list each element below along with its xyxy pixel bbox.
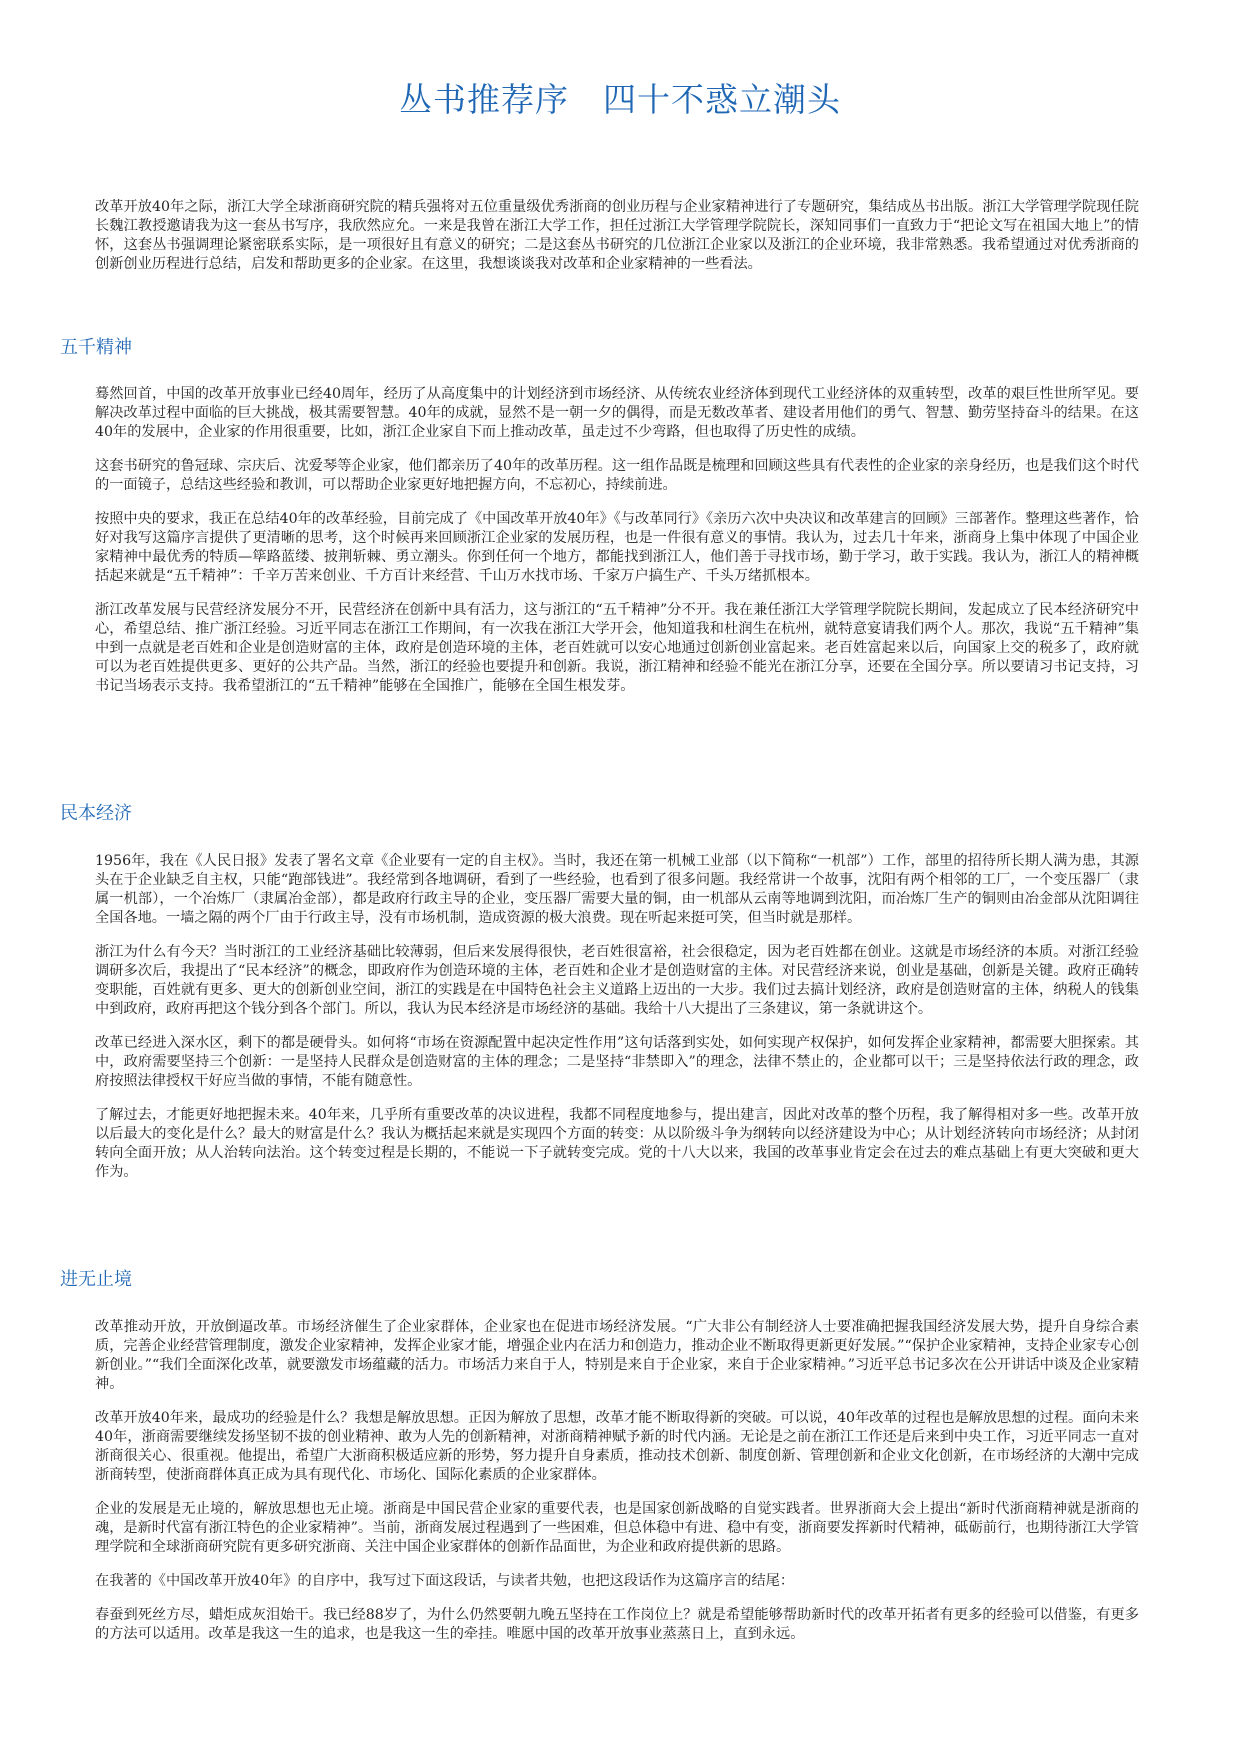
paragraph: 浙江为什么有今天？当时浙江的工业经济基础比较薄弱，但后来发展得很快，老百姓很富裕，社会很稳定，因为老百姓都在创业。这就是市场经济的本质。对浙江经验调研多次后，我提出了“民本经济”的概念，即政府作为创造环境的主体，老百姓和企业才是创造财富的主体。对民营经济来说，创业是基础，创新是关键。政府正确转变职能，百姓就有更多、更大的创新创业空间，浙江的实践是在中国特色社会主义道路上迈出的一大步。我们过去搞计划经济，政府是创造财富的主体，纳税人的钱集中到政府，政府再把这个钱分到各个部门。所以，我认为民本经济是市场经济的基础。我给十八大提出了三条建议，第一条就讲这个。 [95, 944, 1139, 1017]
paragraph: 按照中央的要求，我正在总结40年的改革经验，目前完成了《中国改革开放40年》《与改革同行》《亲历六次中央决议和改革建言的回顾》三部著作。整理这些著作，恰好对我写这篇序言提供了更清晰的思考，这个时候再来回顾浙江企业家的发展历程，也是一件很有意义的事情。我认为，过去几十年来，浙商身上集中体现了中国企业家精神中最优秀的特质—筚路蓝缕、披荆斩棘、勇立潮头。你到任何一个地方，都能找到浙江人，他们善于寻找市场，勤于学习，敢于实践。我认为，浙江人的精神概括起来就是“五千精神”：千辛万苦来创业、千方百计来经营、千山万水找市场、千家万户搞生产、千头万绪抓根本。 [95, 511, 1139, 584]
section-body-jinwu [95, 1318, 1139, 1659]
paragraph: 改革推动开放，开放倒逼改革。市场经济催生了企业家群体，企业家也在促进市场经济发展。“广大非公有制经济人士要准确把握我国经济发展大势，提升自身综合素质，完善企业经营管理制度，激发企业家精神，发挥企业家才能，增强企业内在活力和创造力，推动企业不断取得更新更好发展。”“保护企业家精神，支持企业家专心创新创业。”“我们全面深化改革，就要激发市场蕴藏的活力。市场活力来自于人，特别是来自于企业家，来自于企业家精神。”习近平总书记多次在公开讲话中谈及企业家精神。 [95, 1319, 1139, 1392]
paragraph: 企业的发展是无止境的，解放思想也无止境。浙商是中国民营企业家的重要代表，也是国家创新战略的自觉实践者。世界浙商大会上提出“新时代浙商精神就是浙商的魂，是新时代富有浙江特色的企业家精神”。当前，浙商发展过程遇到了一些困难，但总体稳中有进、稳中有变，浙商要发挥新时代精神，砥砺前行，也期待浙江大学管理学院和全球浙商研究院有更多研究浙商、关注中国企业家群体的创新作品面世，为企业和政府提供新的思路。 [95, 1501, 1139, 1555]
intro-paragraph: 改革开放40年之际，浙江大学全球浙商研究院的精兵强将对五位重量级优秀浙商的创业历程与企业家精神进行了专题研究，集结成丛书出版。浙江大学管理学院现任院长魏江教授邀请我为这一套丛书写序，我欣然应允。一来是我曾在浙江大学工作，担任过浙江大学管理学院院长，深知同事们一直致力于“把论文写在祖国大地上”的情怀，这套丛书强调理论紧密联系实际，是一项很好且有意义的研究；二是这套丛书研究的几位浙江企业家以及浙江的企业环境，我非常熟悉。我希望通过对优秀浙商的创新创业历程进行总结，启发和帮助更多的企业家。在这里，我想谈谈我对改革和企业家精神的一些看法。 [95, 199, 1139, 272]
paragraph: 蓦然回首，中国的改革开放事业已经40周年，经历了从高度集中的计划经济到市场经济、从传统农业经济体到现代工业经济体的双重转型，改革的艰巨性世所罕见。要解决改革过程中面临的巨大挑战，极其需要智慧。40年的成就，显然不是一朝一夕的偶得，而是无数改革者、建设者用他们的勇气、智慧、勤劳坚持奋斗的结果。在这40年的发展中，企业家的作用很重要，比如，浙江企业家自下而上推动改革，虽走过不少弯路，但也取得了历史性的成绩。 [95, 386, 1139, 440]
intro-block [95, 198, 1139, 289]
title-part-2: 四十不惑立潮头 [603, 80, 841, 119]
title-part-1: 丛书推荐序 [399, 80, 569, 119]
section-body-minben [95, 852, 1139, 1197]
paragraph: 浙江改革发展与民营经济发展分不开，民营经济在创新中具有活力，这与浙江的“五千精神”分不开。我在兼任浙江大学管理学院院长期间，发起成立了民本经济研究中心，希望总结、推广浙江经验。习近平同志在浙江工作期间，有一次我在浙江大学开会，他知道我和杜润生在杭州，就特意宴请我们两个人。那次，我说“五千精神”集中到一点就是老百姓和企业是创造财富的主体，政府是创造环境的主体，老百姓就可以安心地通过创新创业富起来。老百姓富起来以后，向国家上交的税多了，政府就可以为老百姓提供更多、更好的公共产品。当然，浙江的经验也要提升和创新。我说，浙江精神和经验不能光在浙江分享，还要在全国分享。所以要请习书记支持，习书记当场表示支持。我希望浙江的“五千精神”能够在全国推广，能够在全国生根发芽。 [95, 602, 1139, 694]
section-heading-jinwu: 进无止境 [60, 1269, 132, 1290]
section-heading-minben: 民本经济 [60, 803, 132, 824]
paragraph: 春蚕到死丝方尽，蜡炬成灰泪始干。我已经88岁了，为什么仍然要朝九晚五坚持在工作岗位上？就是希望能够帮助新时代的改革开拓者有更多的经验可以借鉴，有更多的方法可以适用。改革是我这一生的追求，也是我这一生的牵挂。唯愿中国的改革开放事业蒸蒸日上，直到永远。 [95, 1607, 1139, 1642]
section-heading-wuqian: 五千精神 [60, 337, 132, 358]
page-title [0, 74, 1240, 121]
paragraph: 这套书研究的鲁冠球、宗庆后、沈爱琴等企业家，他们都亲历了40年的改革历程。这一组作品既是梳理和回顾这些具有代表性的企业家的亲身经历，也是我们这个时代的一面镜子，总结这些经验和教训，可以帮助企业家更好地把握方向，不忘初心，持续前进。 [95, 458, 1139, 493]
paragraph: 改革开放40年来，最成功的经验是什么？我想是解放思想。正因为解放了思想，改革才能不断取得新的突破。可以说，40年改革的过程也是解放思想的过程。面向未来40年，浙商需要继续发扬坚韧不拔的创业精神、敢为人先的创新精神，对浙商精神赋予新的时代内涵。无论是之前在浙江工作还是后来到中央工作，习近平同志一直对浙商很关心、很重视。他提出，希望广大浙商积极适应新的形势，努力提升自身素质，推动技术创新、制度创新、管理创新和企业文化创新，在市场经济的大潮中完成浙商转型，使浙商群体真正成为具有现代化、市场化、国际化素质的企业家群体。 [95, 1410, 1139, 1483]
section-body-wuqian [95, 385, 1139, 711]
paragraph: 1956年，我在《人民日报》发表了署名文章《企业要有一定的自主权》。当时，我还在第一机械工业部（以下简称“一机部”）工作，部里的招待所长期人满为患，其源头在于企业缺乏自主权，只能“跑部钱进”。我经常到各地调研，看到了一些经验，也看到了很多问题。我经常讲一个故事，沈阳有两个相邻的工厂，一个变压器厂（隶属一机部），一个冶炼厂（隶属冶金部），都是政府行政主导的企业，变压器厂需要大量的铜，由一机部从云南等地调到沈阳，而冶炼厂生产的铜则由冶金部从沈阳调往全国各地。一墙之隔的两个厂由于行政主导，没有市场机制，造成资源的极大浪费。现在听起来挺可笑，但当时就是那样。 [95, 853, 1139, 926]
paragraph: 了解过去，才能更好地把握未来。40年来，几乎所有重要改革的决议进程，我都不同程度地参与，提出建言，因此对改革的整个历程，我了解得相对多一些。改革开放以后最大的变化是什么？最大的财富是什么？我认为概括起来就是实现四个方面的转变：从以阶级斗争为纲转向以经济建设为中心；从计划经济转向市场经济；从封闭转向全面开放；从人治转向法治。这个转变过程是长期的，不能说一下子就转变完成。党的十八大以来，我国的改革事业肯定会在过去的难点基础上有更大突破和更大作为。 [95, 1107, 1139, 1180]
paragraph: 改革已经进入深水区，剩下的都是硬骨头。如何将“市场在资源配置中起决定性作用”这句话落到实处，如何实现产权保护，如何发挥企业家精神，都需要大胆探索。其中，政府需要坚持三个创新：一是坚持人民群众是创造财富的主体的理念；二是坚持“非禁即入”的理念，法律不禁止的，企业都可以干；三是坚持依法行政的理念，政府按照法律授权干好应当做的事情，不能有随意性。 [95, 1035, 1139, 1089]
paragraph: 在我著的《中国改革开放40年》的自序中，我写过下面这段话，与读者共勉，也把这段话作为这篇序言的结尾： [95, 1573, 795, 1589]
